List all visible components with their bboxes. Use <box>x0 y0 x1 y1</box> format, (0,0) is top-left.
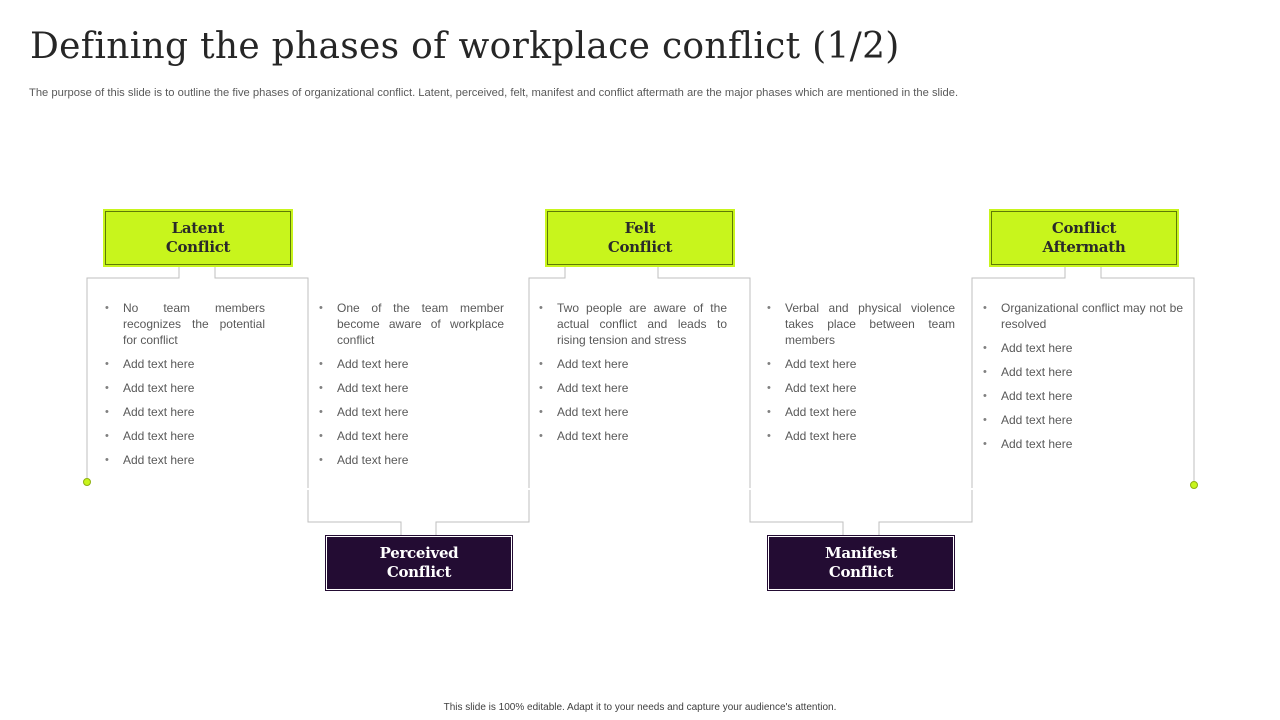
list-item: • Add text here <box>767 428 955 444</box>
list-item: • Add text here <box>105 380 265 396</box>
list-item: • Add text here <box>983 388 1183 404</box>
phase-label-manifest: Manifest Conflict <box>825 544 897 581</box>
phase-text-latent <box>105 300 265 476</box>
slide-title: Defining the phases of workplace conflict (1/2) <box>30 26 900 67</box>
bullet-list <box>983 300 1183 452</box>
phase-box-aftermath <box>991 211 1177 265</box>
phase-box-perceived <box>326 536 512 590</box>
phase-label-latent: Latent Conflict <box>165 219 231 256</box>
bullet-list <box>539 300 727 444</box>
list-item: • Add text here <box>539 428 727 444</box>
list-item: • Add text here <box>105 452 265 468</box>
list-item: • Add text here <box>105 404 265 420</box>
phase-label-aftermath: Conflict Aftermath <box>1042 219 1126 256</box>
list-item: • Add text here <box>983 340 1183 356</box>
phase-label-perceived: Perceived Conflict <box>379 544 459 581</box>
list-item: • Add text here <box>105 428 265 444</box>
phase-box-manifest <box>768 536 954 590</box>
list-item: • Verbal and physical violence takes place between team members <box>767 300 955 348</box>
list-item: • Add text here <box>319 380 504 396</box>
list-item: • Add text here <box>983 364 1183 380</box>
start-dot <box>83 478 91 486</box>
slide-subtitle: The purpose of this slide is to outline the five phases of organizational conflict. Latent, perceived, felt, manifest and conflict aftermath are the major phases which are mentioned in the slide. <box>29 87 959 99</box>
list-item: • Two people are aware of the actual conflict and leads to rising tension and stress <box>539 300 727 348</box>
phase-text-felt <box>539 300 727 452</box>
list-item: • Organizational conflict may not be resolved <box>983 300 1183 332</box>
phase-box-felt <box>547 211 733 265</box>
phase-text-aftermath <box>983 300 1183 460</box>
list-item: • No team members recognizes the potential for conflict <box>105 300 265 348</box>
list-item: • Add text here <box>319 452 504 468</box>
list-item: • Add text here <box>539 404 727 420</box>
phase-label-felt: Felt Conflict <box>607 219 673 256</box>
list-item: • Add text here <box>539 380 727 396</box>
list-item: • Add text here <box>983 412 1183 428</box>
slide-footer: This slide is 100% editable. Adapt it to your needs and capture your audience's attention. <box>443 702 837 713</box>
list-item: • One of the team member become aware of workplace conflict <box>319 300 504 348</box>
list-item: • Add text here <box>319 428 504 444</box>
list-item: • Add text here <box>767 356 955 372</box>
bullet-list <box>767 300 955 444</box>
phase-text-manifest <box>767 300 955 452</box>
list-item: • Add text here <box>983 436 1183 452</box>
list-item: • Add text here <box>539 356 727 372</box>
end-dot <box>1190 481 1198 489</box>
list-item: • Add text here <box>319 356 504 372</box>
bullet-list <box>319 300 504 468</box>
phase-text-perceived <box>319 300 504 476</box>
list-item: • Add text here <box>105 356 265 372</box>
list-item: • Add text here <box>767 404 955 420</box>
list-item: • Add text here <box>319 404 504 420</box>
bullet-list <box>105 300 265 468</box>
phase-box-latent <box>105 211 291 265</box>
list-item: • Add text here <box>767 380 955 396</box>
